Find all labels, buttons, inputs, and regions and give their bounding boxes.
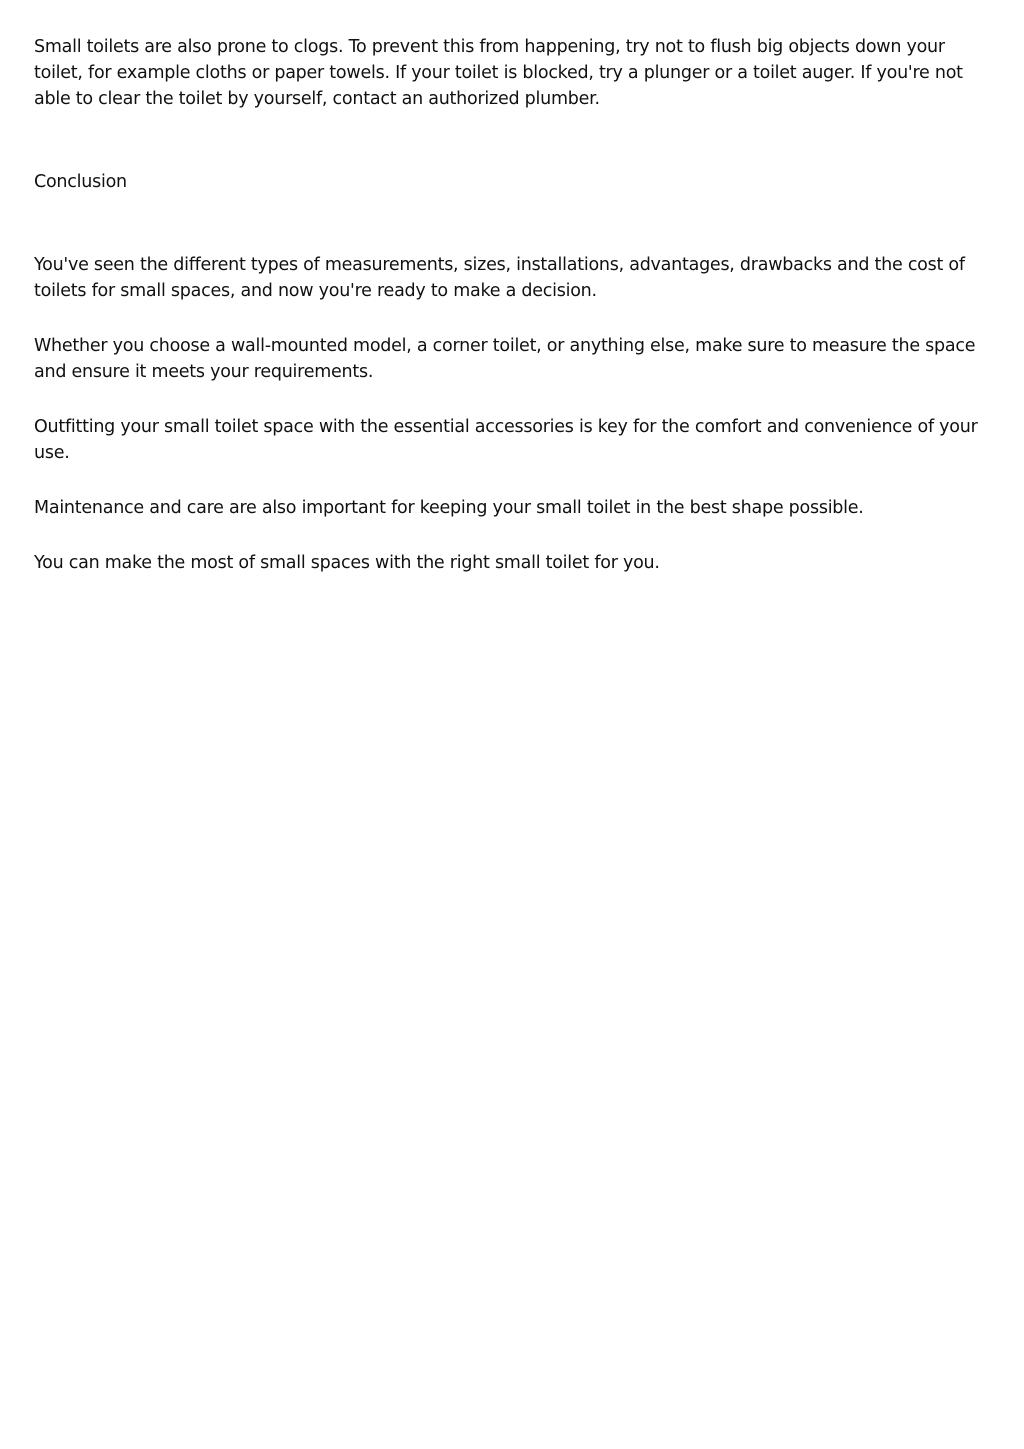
document-page <box>34 34 994 576</box>
paragraph-decision: You've seen the different types of measurements, sizes, installations, advantages, drawbacks and the cost of toilets for small spaces, and now you're ready to make a decision. <box>34 255 965 301</box>
section-heading-conclusion: Conclusion <box>34 172 127 192</box>
paragraph-measure: Whether you choose a wall-mounted model, a corner toilet, or anything else, make sure to measure the space and ensure it meets your requirements. <box>34 336 976 382</box>
paragraph-accessories: Outfitting your small toilet space with the essential accessories is key for the comfort and convenience of your use. <box>34 417 978 463</box>
paragraph-closing: You can make the most of small spaces with the right small toilet for you. <box>34 553 660 573</box>
paragraph-maintenance: Maintenance and care are also important for keeping your small toilet in the best shape possible. <box>34 498 864 518</box>
paragraph-clogs: Small toilets are also prone to clogs. To prevent this from happening, try not to flush big objects down your toilet, for example cloths or paper towels. If your toilet is blocked, try a plunger or a toilet auger. If you're not able to clear the toilet by yourself, contact an authorized plumber. <box>34 37 963 109</box>
